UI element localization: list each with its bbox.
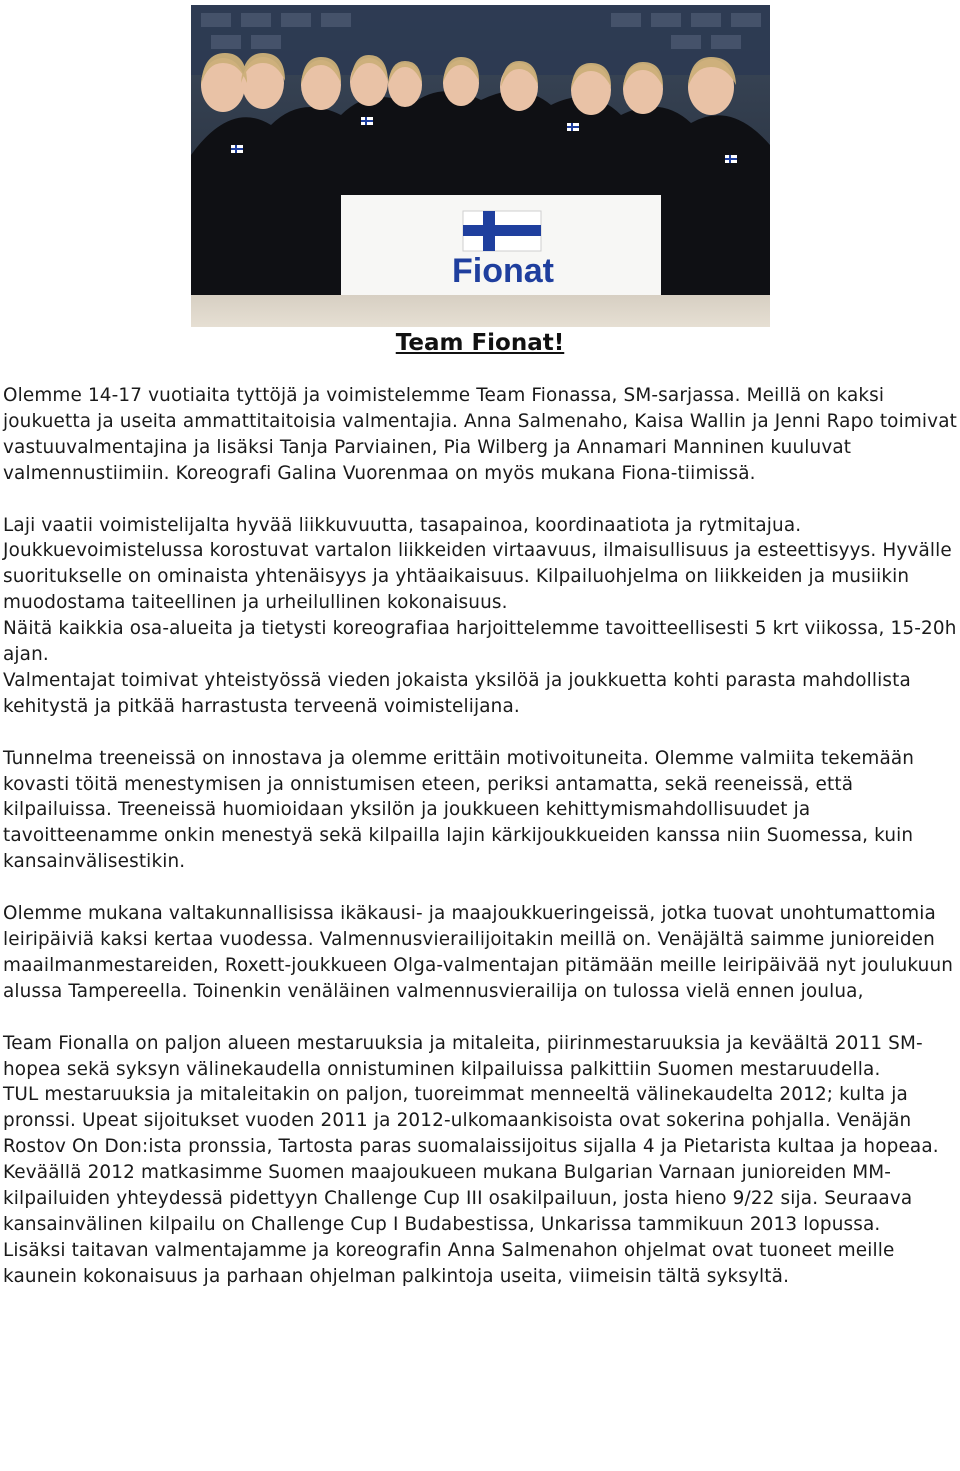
sign-text: Fionat: [452, 252, 554, 290]
paragraph-achievements: Team Fionalla on paljon alueen mestaruuksia ja mitaleita, piirinmestaruuksia ja keväältä 2011 SM-hopea sekä syksyn välinekaudella onnistuminen kilpailuissa palkittiin Suomen mestaruudella.: [3, 1032, 923, 1080]
paragraph-tul: TUL mestaruuksia ja mitaleitakin on paljon, tuoreimmat menneeltä välinekaudelta 2012; kulta ja pronssi. Upeat sijoitukset vuoden 2011 ja 2012-ulkomaankisoista ovat sokerina pohjalla. Venäjän Rostov On Don:ista pronssia, Tartosta paras suomalaissijoitus sijalla 4 ja Pietarista kultaa ja hopeaa.: [3, 1084, 939, 1158]
paragraph-camps: Olemme mukana valtakunnallisissa ikäkausi- ja maajoukkueringeissä, jotka tuovat unohtumattomia leiripäiviä kaksi kertaa vuodessa. Valmennusvierailijoitakin meillä on. Venäjältä saimme junioreiden maailmanmestareiden, Roxett-joukkueen Olga-valmentajan pitämään meille leiripäivää nyt joulukuun alussa Tampereella. Toinenkin venäläinen valmennusvierailija on tulossa vielä ennen joulua,: [3, 903, 954, 1002]
paragraph-intro: Olemme 14-17 vuotiaita tyttöjä ja voimistelemme Team Fionassa, SM-sarjassa. Meillä on kaksi joukuetta ja useita ammattitaitoisia valmentajia. Anna Salmenaho, Kaisa Wallin ja Jenni Rapo toimivat vastuuvalmentajina ja lisäksi Tanja Parviainen, Pia Wilberg ja Annamari Manninen kuuluvat valmennustiimiin. Koreografi Galina Vuorenmaa on myös mukana Fiona-tiimissä.: [3, 385, 957, 484]
paragraph-atmosphere: Tunnelma treeneissä on innostava ja olemme erittäin motivoituneita. Olemme valmiita tekemään kovasti töitä menestymisen ja onnistumisen eteen, periksi antamatta, sekä reeneissä, että kilpailuissa. Treeneissä huomioidaan yksilön ja joukkueen kehittymismahdollisuudet ja tavoitteenamme onkin menestyä sekä kilpailla lajin kärkijoukkueiden kanssa niin Suomessa, kuin kansainvälisestikin.: [3, 747, 915, 873]
paragraph-awards: Lisäksi taitavan valmentajamme ja koreografin Anna Salmenahon ohjelmat ovat tuoneet meille kaunein kokonaisuus ja parhaan ohjelman palkintoja useita, viimeisin tältä syksyltä.: [3, 1239, 895, 1287]
team-photo: [191, 5, 770, 327]
paragraph-challenge-cup: Keväällä 2012 matkasimme Suomen maajoukueen mukana Bulgarian Varnaan junioreiden MM-kilpailuiden yhteydessä pidettyyn Challenge Cup III osakilpailuun, josta hieno 9/22 sija. Seuraava kansainvälinen kilpailu on Challenge Cup I Budabestissa, Unkarissa tammikuun 2013 lopussa.: [3, 1162, 913, 1235]
page-title: Team Fionat!: [395, 330, 565, 356]
paragraph-training: Näitä kaikkia osa-alueita ja tietysti koreografiaa harjoittelemme tavoitteellisesti 5 krt viikossa, 15-20h ajan.: [3, 618, 957, 666]
article-body: [3, 383, 960, 1290]
paragraph-sport: Laji vaatii voimistelijalta hyvää liikkuvuutta, tasapainoa, koordinaatiota ja rytmitajua. Joukkuevoimistelussa korostuvat vartalon liikkeiden virtaavuus, ilmaisullisuus ja esteettisyys. Hyvälle suoritukselle on ominaista yhtenäisyys ja yhtäaikaisuus. Kilpailuohjelma on liikkeiden ja musiikin muodostama taiteellinen ja urheilullinen kokonaisuus.: [3, 514, 952, 614]
paragraph-coaches: Valmentajat toimivat yhteistyössä vieden jokaista yksilöä ja joukkuetta kohti parasta mahdollista kehitystä ja pitkää harrastusta terveenä voimistelijana.: [3, 669, 911, 717]
